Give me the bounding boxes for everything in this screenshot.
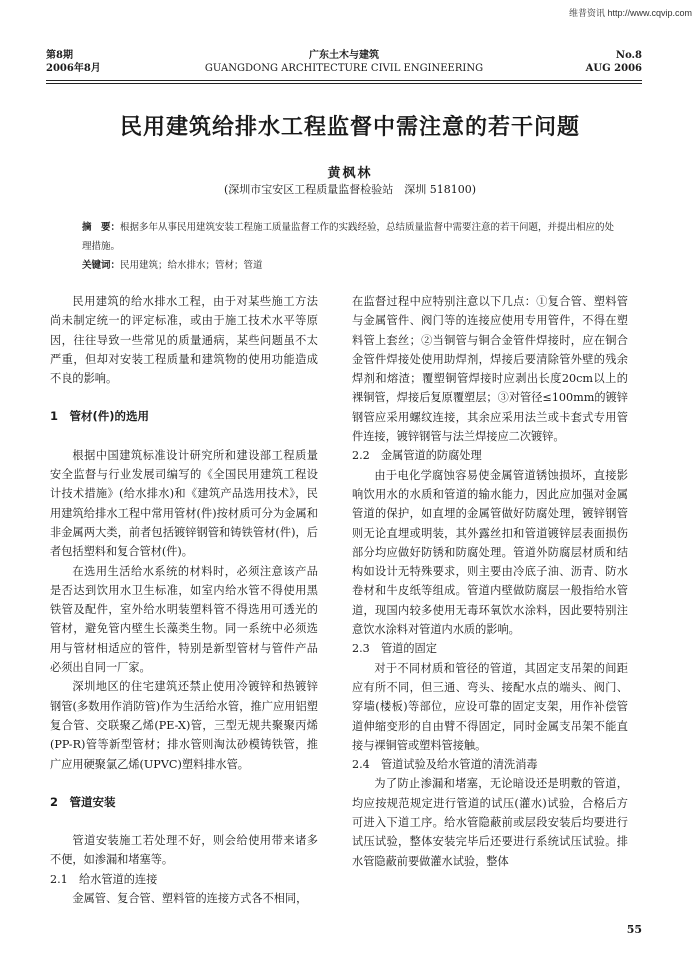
subsection-heading-2-3: 2.3 管道的固定 [352,642,437,656]
header-right [586,49,642,75]
body-paragraph: 对于不同材质和管径的管道，其固定支吊架的间距应有所不同，但三通、弯头、接配水点的端头、阀门、穿墙(楼板)等部位，应设可靠的固定支架，用作补偿管道伸缩变形的自由臂不得固定，同时金属支吊架不能直接与裸铜管或塑料管接触。 [352,661,628,752]
journal-name-cn: 广东土木与建筑 [309,50,379,61]
issue-number-en: No.8 [615,50,642,61]
watermark: 维普资讯 http://www.cqvip.com [568,8,692,18]
issue-number: 第8期 [46,50,73,61]
section-heading-1: 1 管材(件)的选用 [50,409,150,424]
abstract-block [82,218,620,275]
body-paragraph: 金属管、复合管、塑料管的连接方式各不相同， [72,892,308,906]
author-name: 黄枫林 [327,166,373,181]
body-paragraph: 在选用生活给水系统的材料时，必须注意该产品是否达到饮用水卫生标准，如室内给水管不得使用黑铁管及配件，室外给水明装塑料管不得选用可透光的管材，避免管内壁生长藻类生物。同一系统中必须选用与管材相适应的管件，特别是新型管材与管件产品必须出自同一厂家。 [50,564,318,675]
subsection-heading-2-2: 2.2 金属管道的防腐处理 [352,449,482,463]
body-paragraph: 由于电化学腐蚀容易使金属管道锈蚀损坏，直接影响饮用水的水质和管道的输水能力，因此应加强对金属管道的保护，如直埋的金属管做好防腐处理，镀锌钢管则无论直埋或明装，其外露丝扣和管道镀锌层表面损伤部分均应做好防锈和防腐处理。管道外防腐层材质和结构如设计无特殊要求，则主要由冷底子油、沥青、防水卷材和牛皮纸等组成。管道内壁做防腐层一般指给水管道，现国内较多使用无毒环氧饮水涂料，因此要特别注意饮水涂料对管道内水质的影响。 [352,468,628,637]
issue-date-en: AUG 2006 [585,63,642,74]
author-affiliation: (深圳市宝安区工程质量监督检验站 深圳 518100) [223,183,477,196]
subsection-heading-2-1: 2.1 给水管道的连接 [50,872,158,886]
body-paragraph: 在监督过程中应特别注意以下几点：①复合管、塑料管与金属管件、阀门等的连接应使用专用管件，不得在塑料管上套丝；②当铜管与铜合金管件焊接时，应在铜合金管件焊接处使用助焊剂，焊接后要清除管外壁的残余焊剂和熔渣；覆塑铜管焊接时应剥出长度20cm以上的裸铜管，焊接后复原覆塑层；③对管径≤100mm的镀锌钢管应采用螺纹连接，其余应采用法兰或卡套式专用管件连接，镀锌钢管与法兰焊接应二次镀锌。 [352,295,628,444]
abstract-label: 摘 要： [82,222,121,233]
keywords-label: 关键词： [82,260,121,271]
body-paragraph: 根据中国建筑标准设计研究所和建设部工程质量安全监督与行业发展司编写的《全国民用建筑工程设计技术措施》(给水排水)和《建筑产品选用技术》，民用建筑给排水工程中常用管材(件)按材质可分为金属和非金属两大类，前者包括镀锌钢管和铸铁管材(件)，后者包括塑料和复合管材(件)。 [50,448,318,559]
body-paragraph: 管道安装施工若处理不好，则会给使用带来诸多不便，如渗漏和堵塞等。 [50,834,318,867]
issue-date: 2006年8月 [46,63,101,74]
body-paragraph: 为了防止渗漏和堵塞，无论暗设还是明敷的管道，均应按规范规定进行管道的试压(灌水)试验，合格后方可进入下道工序。给水管隐蔽前或层段安装后均要进行试压试验，整体安装完毕后还要进行系统试压试验。排水管隐蔽前要做灌水试验，整体 [352,777,628,868]
header-center [46,49,642,75]
page-number: 55 [626,923,642,936]
keywords [82,256,620,275]
header-rule-thin [46,83,642,84]
header-rule-thick [46,80,642,81]
body-paragraph: 深圳地区的住宅建筑还禁止使用冷镀锌和热镀锌钢管(多数用作消防管)作为生活给水管，推广应用铝塑复合管、交联聚乙烯(PE-X)管，三型无规共聚聚丙烯(PP-R)管等新型管材；排水管则淘汰砂模铸铁管，推广应用硬聚氯乙烯(UPVC)塑料排水管。 [50,680,318,771]
section-heading-2: 2 管道安装 [50,794,116,809]
keywords-text: 民用建筑；给水排水；管材；管道 [120,260,263,271]
journal-name-en: GUANGDONG ARCHITECTURE CIVIL ENGINEERING [204,63,484,74]
abstract-text: 根据多年从事民用建筑安装工程施工质量监督工作的实践经验，总结质量监督中需要注意的若干问题，并提出相应的处理措施。 [82,222,615,252]
left-column [50,292,318,908]
abstract [82,218,620,256]
article-title: 民用建筑给排水工程监督中需注意的若干问题 [119,115,580,140]
right-column [352,292,628,871]
subsection-heading-2-4: 2.4 管道试验及给水管道的清洗消毒 [352,758,538,772]
intro-paragraph: 民用建筑的给水排水工程，由于对某些施工方法尚未制定统一的评定标准，或由于施工技术水平等原因，往往导致一些常见的质量通病，某些问题虽不太严重，但却对安装工程质量和建筑物的使用功能造成不良的影响。 [50,295,318,386]
running-header [46,48,642,84]
